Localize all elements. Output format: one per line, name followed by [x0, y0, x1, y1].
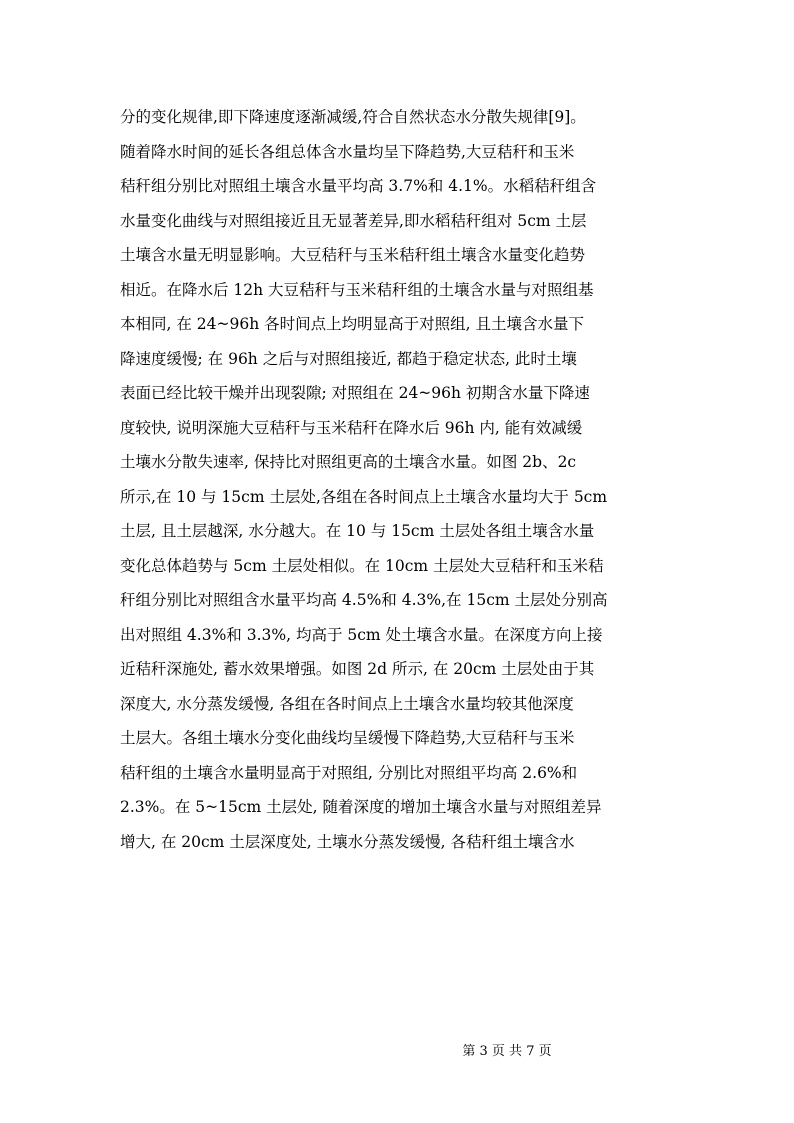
- text-line: 度较快, 说明深施大豆秸秆与玉米秸秆在降水后 96h 内, 能有效减缓: [120, 418, 583, 437]
- text-line: 近秸秆深施处, 蓄水效果增强。如图 2d 所示, 在 20cm 土层处由于其: [120, 660, 595, 678]
- text-line: 出对照组 4.3%和 3.3%, 均高于 5cm 处土壤含水量。在深度方向上接: [120, 625, 603, 644]
- text-line: 降速度缓慢; 在 96h 之后与对照组接近, 都趋于稳定状态, 此时土壤: [120, 349, 577, 368]
- text-line: 土层, 且土层越深, 水分越大。在 10 与 15cm 土层处各组土壤含水量: [120, 522, 595, 540]
- text-line: 深度大, 水分蒸发缓慢, 各组在各时间点上土壤含水量均较其他深度: [120, 694, 574, 713]
- text-line: 表面已经比较干燥并出现裂隙; 对照组在 24~96h 初期含水量下降速: [120, 384, 590, 402]
- text-line: 2.3%。在 5~15cm 土层处, 随着深度的增加土壤含水量与对照组差异: [120, 798, 602, 816]
- text-line: 所示,在 10 与 15cm 土层处,各组在各时间点上土壤含水量均大于 5cm: [120, 487, 608, 506]
- page-number: 第 3 页 共 7 页: [462, 1044, 552, 1059]
- text-line: 秸秆组分别比对照组土壤含水量平均高 3.7%和 4.1%。水稻秸秆组含: [120, 177, 597, 195]
- text-line: 本相同, 在 24~96h 各时间点上均明显高于对照组, 且土壤含水量下: [120, 315, 584, 333]
- text-line: 分的变化规律,即下降速度逐渐减缓,符合自然状态水分散失规律[9]。: [120, 108, 586, 126]
- text-line: 变化总体趋势与 5cm 土层处相似。在 10cm 土层处大豆秸秆和玉米秸: [120, 556, 604, 575]
- text-line: 秸秆组的土壤含水量明显高于对照组, 分别比对照组平均高 2.6%和: [120, 763, 578, 782]
- text-line: 随着降水时间的延长各组总体含水量均呈下降趋势,大豆秸秆和玉米: [120, 142, 575, 161]
- text-line: 秆组分别比对照组含水量平均高 4.5%和 4.3%,在 15cm 土层处分别高: [120, 591, 608, 609]
- text-line: 土壤水分散失速率, 保持比对照组更高的土壤含水量。如图 2b、2c: [120, 453, 577, 471]
- text-line: 土壤含水量无明显影响。大豆秸秆与玉米秸秆组土壤含水量变化趋势: [120, 246, 586, 264]
- body-text: [120, 100, 700, 859]
- text-line: 相近。在降水后 12h 大豆秸秆与玉米秸秆组的土壤含水量与对照组基: [120, 280, 594, 299]
- text-line: 土层大。各组土壤水分变化曲线均呈缓慢下降趋势,大豆秸秆与玉米: [120, 729, 575, 747]
- text-line: 增大, 在 20cm 土层深度处, 土壤水分蒸发缓慢, 各秸秆组土壤含水: [120, 832, 575, 851]
- text-line: 水量变化曲线与对照组接近且无显著差异,即水稻秸秆组对 5cm 土层: [120, 211, 587, 230]
